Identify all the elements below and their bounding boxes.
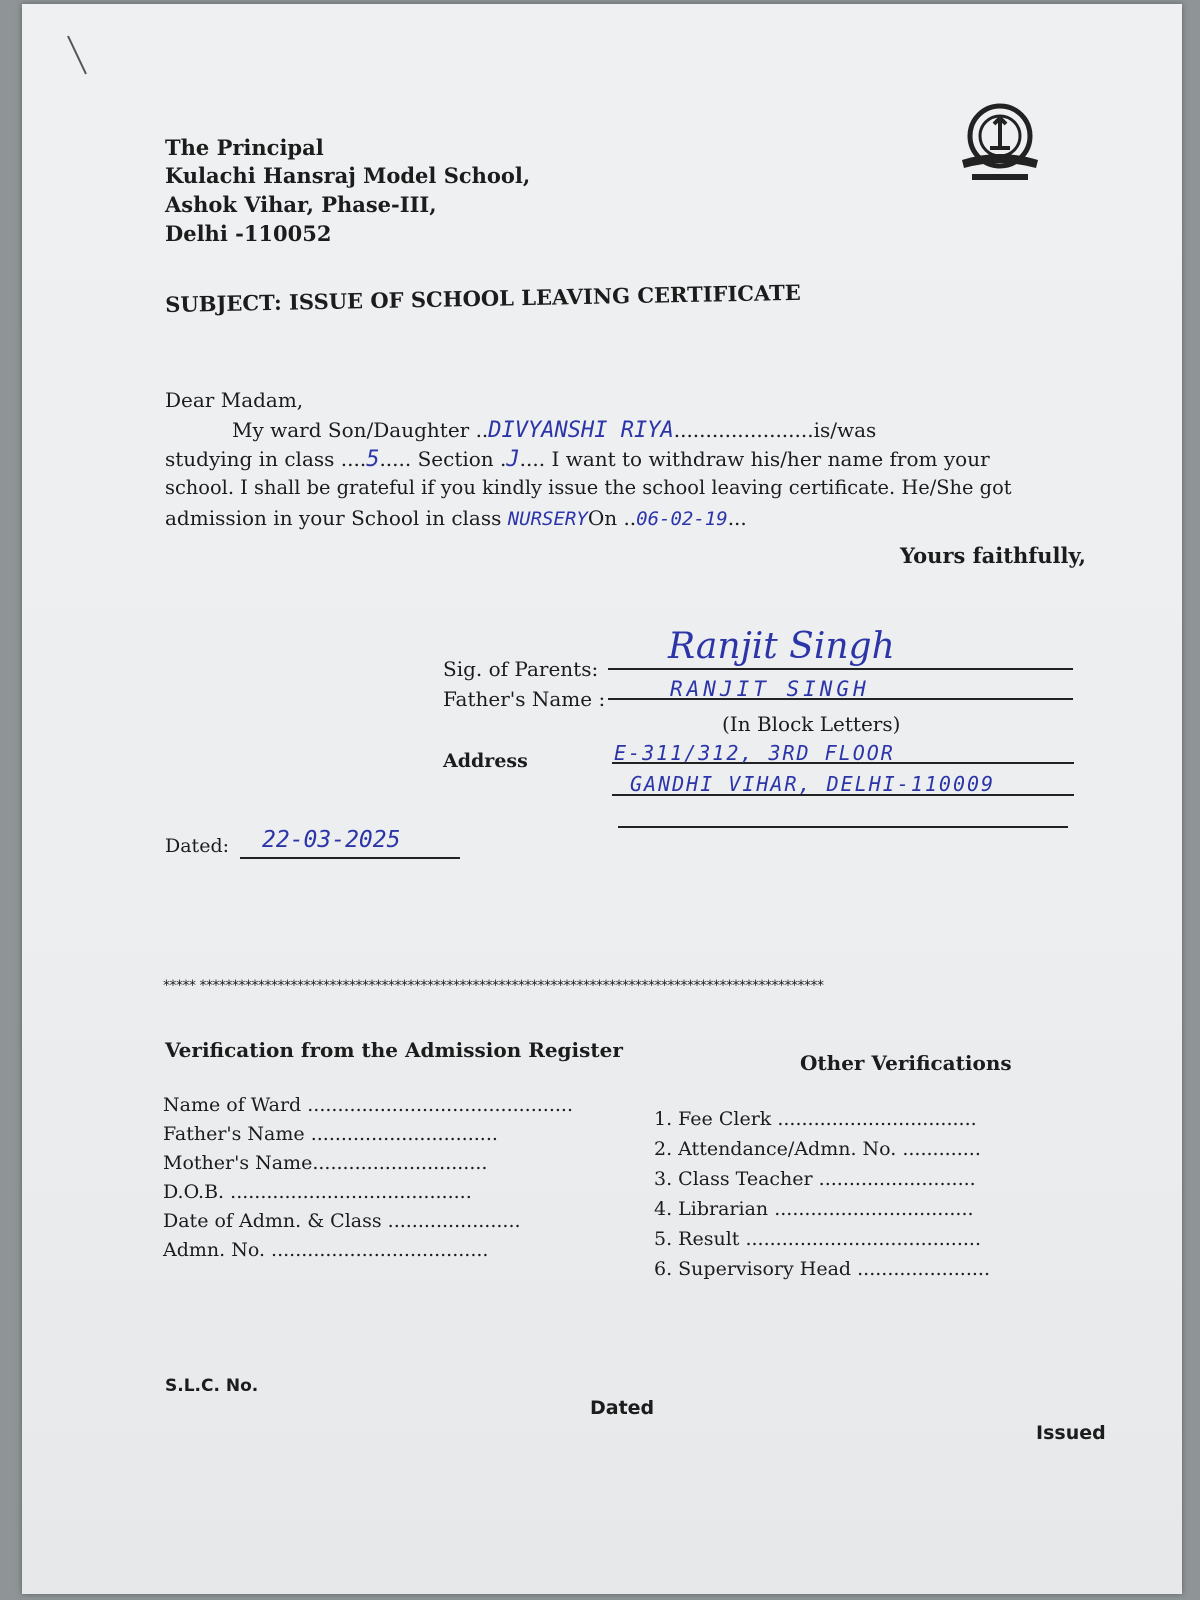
separator-line: ***** ************************************************************************************************	[163, 978, 824, 994]
verification-title: Verification from the Admission Register	[165, 1038, 623, 1062]
verification-field: D.O.B. ........................................	[163, 1181, 472, 1203]
other-verifications-title: Other Verifications	[800, 1051, 1012, 1075]
block-letters-note: (In Block Letters)	[722, 712, 901, 736]
other-verification-item: 5. Result .......................................	[654, 1228, 982, 1250]
signature-line	[608, 668, 1073, 670]
other-verification-item: 2. Attendance/Admn. No. .............	[654, 1138, 981, 1160]
dated-label: Dated:	[165, 835, 230, 857]
body-line-4-start: admission in your School in class	[165, 506, 502, 530]
addressee-line-1: The Principal	[165, 135, 324, 160]
verification-field: Admn. No. ....................................	[163, 1239, 489, 1261]
section-value: J	[506, 447, 520, 472]
admission-class: NURSERY	[507, 508, 588, 530]
admission-date: 06-02-19	[636, 508, 728, 530]
body-line-2-end: .... I want to withdraw his/her name from your	[519, 447, 990, 471]
addressee-line-4: Delhi -110052	[165, 221, 332, 246]
verification-field: Name of Ward ............................................	[163, 1094, 573, 1116]
school-crest-icon	[950, 90, 1050, 190]
body-line-2-start: studying in class ....	[165, 447, 367, 471]
parent-signature: Ranjit Singh	[668, 626, 895, 667]
pen-mark	[62, 32, 102, 82]
dated-value: 22-03-2025	[262, 827, 401, 853]
dated-line	[240, 857, 460, 859]
dots: ...	[727, 506, 747, 530]
body-line-3: school. I shall be grateful if you kindly issue the school leaving certificate. He/She got	[165, 476, 1012, 499]
class-value: 5	[366, 447, 380, 472]
address-line-2: GANDHI VIHAR, DELHI-110009	[630, 772, 996, 796]
other-verification-item: 4. Librarian .................................	[654, 1198, 974, 1220]
verification-field: Father's Name ...............................	[163, 1123, 498, 1145]
other-verification-item: 1. Fee Clerk .................................	[654, 1108, 977, 1130]
verification-field: Date of Admn. & Class ......................	[163, 1210, 521, 1232]
addressee-line-2: Kulachi Hansraj Model School,	[165, 163, 531, 188]
addressee-line-3: Ashok Vihar, Phase-III,	[165, 192, 437, 217]
father-name-label: Father's Name :	[443, 687, 606, 711]
father-name-value: RANJIT SINGH	[670, 677, 870, 701]
salutation: Dear Madam,	[165, 388, 304, 412]
body-line-1	[232, 418, 876, 443]
verification-field: Mother's Name.............................	[163, 1152, 488, 1174]
issued-label: Issued	[1036, 1422, 1106, 1444]
other-verification-item: 6. Supervisory Head ......................	[654, 1258, 990, 1280]
other-verification-item: 3. Class Teacher ..........................	[654, 1168, 976, 1190]
ward-name: DIVYANSHI RIYA	[488, 418, 674, 443]
body-line-4	[165, 506, 747, 530]
subject-line: SUBJECT: ISSUE OF SCHOOL LEAVING CERTIFICATE	[165, 279, 801, 317]
body-line-4-mid: On ..	[587, 506, 637, 530]
closing: Yours faithfully,	[900, 543, 1086, 568]
footer-dated-label: Dated	[590, 1397, 655, 1419]
signature-label: Sig. of Parents:	[443, 657, 599, 681]
body-line-2	[165, 447, 990, 472]
body-line-2-mid: ..... Section .	[379, 447, 507, 471]
slc-number-label: S.L.C. No.	[165, 1376, 259, 1396]
address-label: Address	[443, 750, 528, 772]
address-line-1: E-311/312, 3RD FLOOR	[614, 741, 895, 765]
body-line-1-end: is/was	[813, 418, 877, 442]
dots: ......................	[673, 418, 814, 442]
address-line-3-rule	[618, 826, 1068, 828]
body-line-1-start: My ward Son/Daughter ..	[232, 418, 489, 442]
